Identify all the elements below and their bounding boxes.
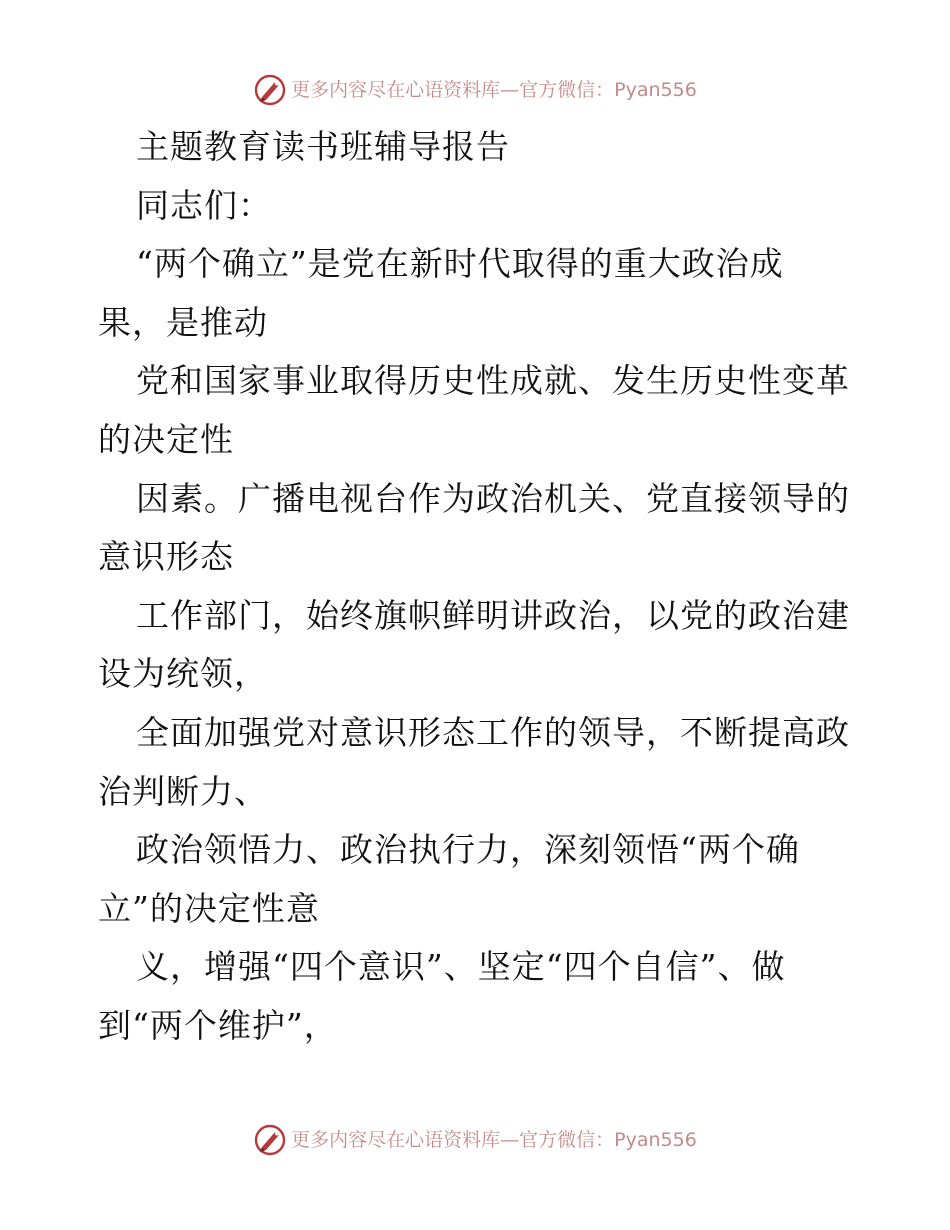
body-line: 党和国家事业取得历史性成就、发生历史性变革 — [136, 361, 850, 401]
body-line: 立”的决定性意 — [98, 888, 320, 928]
header-banner-sep: — — [500, 79, 520, 101]
document-body — [98, 118, 858, 1056]
footer-watermark-banner — [0, 1120, 950, 1160]
body-line: 全面加强党对意识形态工作的领导，不断提高政 — [136, 712, 850, 752]
pen-logo-icon — [253, 73, 287, 107]
body-line: 治判断力、 — [98, 771, 268, 811]
body-line: 设为统领， — [98, 654, 268, 694]
footer-banner-main: 更多内容尽在心语资料库 — [291, 1129, 501, 1151]
header-banner-text — [291, 78, 697, 102]
footer-banner-text — [291, 1128, 697, 1152]
salutation: 同志们： — [136, 185, 272, 225]
body-line: 因素。广播电视台作为政治机关、党直接领导的 — [136, 478, 850, 518]
body-line: 果，是推动 — [98, 302, 268, 342]
body-line: 工作部门，始终旗帜鲜明讲政治，以党的政治建 — [136, 595, 850, 635]
header-watermark-banner — [0, 70, 950, 110]
body-line: 意识形态 — [98, 537, 234, 577]
body-line: 的决定性 — [98, 419, 234, 459]
body-line: 到“两个维护”， — [98, 1005, 338, 1045]
body-line: 政治领悟力、政治执行力，深刻领悟“两个确 — [136, 830, 800, 870]
pen-logo-icon — [253, 1123, 287, 1157]
footer-banner-wechat: 官方微信：Pyan556 — [519, 1129, 697, 1151]
header-banner-wechat: 官方微信：Pyan556 — [519, 79, 697, 101]
footer-banner-sep: — — [500, 1129, 520, 1151]
header-banner-main: 更多内容尽在心语资料库 — [291, 79, 501, 101]
body-line: 义，增强“四个意识”、坚定“四个自信”、做 — [136, 947, 786, 987]
body-line: “两个确立”是党在新时代取得的重大政治成 — [136, 244, 784, 284]
document-title: 主题教育读书班辅导报告 — [136, 127, 510, 166]
